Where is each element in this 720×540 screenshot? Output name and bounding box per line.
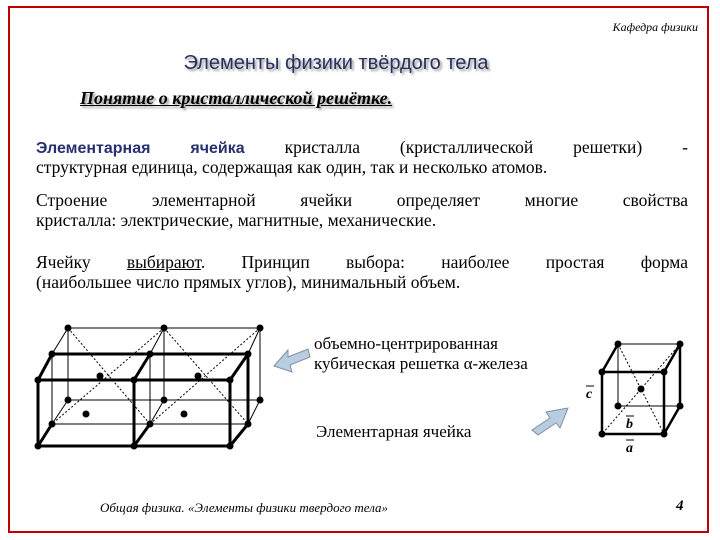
paragraph-definition-line2: структурная единица, содержащая как один, так и несколько атомов. (36, 157, 548, 177)
lattice-label-line2: кубическая решетка α-железа (314, 354, 528, 373)
choice-underlined-word: выбирают (126, 252, 201, 272)
choice-text-before: Ячейку (36, 252, 127, 272)
paragraph-structure-line2: кристалла: электрические, магнитные, механические. (36, 210, 437, 230)
page-number: 4 (676, 498, 684, 514)
definition-text: кристалла (кристаллической решетки) - (244, 137, 688, 157)
slide-subtitle: Понятие о кристаллической решётке. (80, 88, 393, 108)
bcc-lattice-diagram (30, 318, 270, 448)
paragraph-structure-line1: Строение элементарной ячейки определяет многие свойства (36, 190, 688, 210)
department-label: Кафедра физики (612, 20, 698, 34)
arrow-to-lattice-icon (272, 344, 312, 374)
lattice-label (314, 334, 584, 374)
unit-cell-diagram (586, 336, 696, 458)
choice-text-after: . Принцип выбора: наиболее простая форма (200, 252, 688, 272)
paragraph-choice-line1 (36, 252, 688, 272)
term-unit-cell: Элементарная ячейка (36, 140, 245, 157)
footer-course: Общая физика. «Элементы физики твердого тела» (100, 500, 389, 515)
vector-b-label: b (626, 417, 633, 432)
arrow-to-cell-icon (530, 404, 570, 436)
vector-c-label: c (586, 387, 593, 402)
unit-cell-label: Элементарная ячейка (316, 422, 472, 441)
paragraph-definition-line1 (36, 137, 688, 159)
slide-title: Элементы физики твёрдого тела (183, 52, 489, 74)
vector-a-label: a (626, 441, 633, 456)
lattice-label-line1: объемно-центрированная (314, 334, 498, 353)
paragraph-choice-line2: (наибольшее число прямых углов), минимальный объем. (36, 272, 461, 292)
